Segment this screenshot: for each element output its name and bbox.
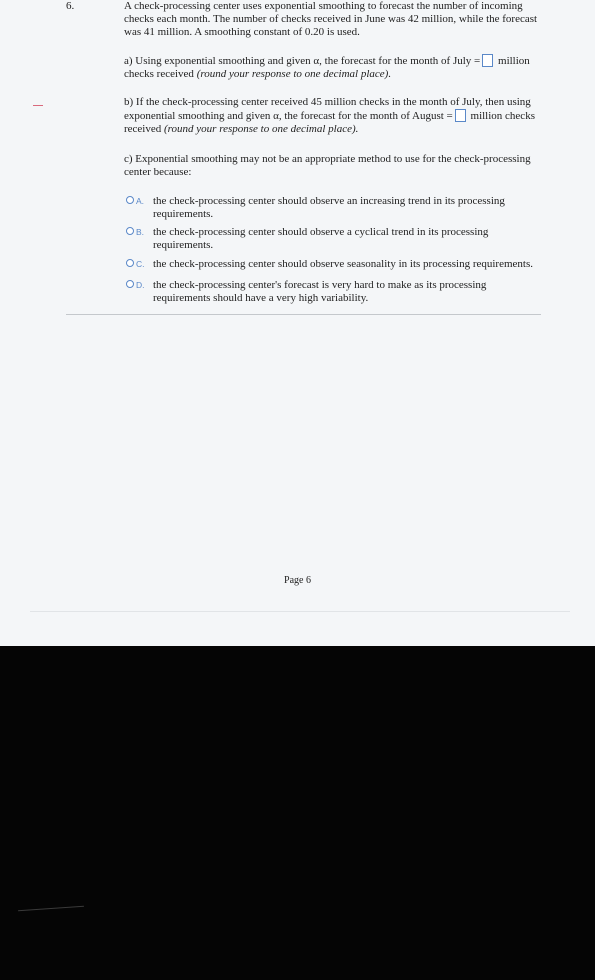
option-text: the check-processing center should observe a cyclical trend in its processing requirements. — [153, 226, 489, 251]
scan-artifact — [18, 906, 84, 912]
footer-divider — [30, 611, 570, 612]
part-a-text-after: million checks received — [124, 55, 530, 80]
radio-button-icon[interactable] — [126, 196, 134, 204]
part-a-hint: (round your response to one decimal place). — [196, 68, 392, 80]
option-text: the check-processing center should observe an increasing trend in its processing requirements. — [153, 195, 505, 220]
option-letter: B. — [136, 227, 145, 237]
question-intro: A check-processing center uses exponential smoothing to forecast the number of incoming checks each month. The number of checks received in June was 42 million, while the forecast was 41 million. A smoothing constant of 0.20 is used. — [124, 0, 538, 38]
option-letter: D. — [136, 280, 145, 290]
option-text: the check-processing center's forecast is very hard to make as its processing requirements should have a very high variability. — [153, 279, 487, 304]
part-b — [124, 96, 544, 136]
part-b-hint: (round your response to one decimal place). — [164, 123, 359, 135]
radio-button-icon[interactable] — [126, 259, 134, 267]
part-a — [124, 54, 544, 81]
section-divider — [66, 314, 541, 315]
option-letter: A. — [136, 196, 145, 206]
august-forecast-answer-box[interactable] — [455, 109, 466, 122]
part-b-text-after: million checks received — [124, 110, 535, 135]
question-number: 6. — [66, 0, 75, 12]
radio-button-icon[interactable] — [126, 280, 134, 288]
part-a-text: a) Using exponential smoothing and given α, the forecast for the month of July = — [124, 55, 481, 67]
option-text: the check-processing center should observe seasonality in its processing requirements. — [153, 258, 533, 270]
page-mark — [33, 105, 43, 106]
page-number: Page 6 — [284, 575, 311, 586]
part-b-text: b) If the check-processing center received 45 million checks in the month of July, then using exponential smoothing and given α, the forecast for the month of August = — [124, 96, 531, 122]
option-letter: C. — [136, 259, 145, 269]
july-forecast-answer-box[interactable] — [482, 54, 493, 67]
part-c: c) Exponential smoothing may not be an appropriate method to use for the check-processing center because: — [124, 153, 531, 178]
radio-button-icon[interactable] — [126, 227, 134, 235]
